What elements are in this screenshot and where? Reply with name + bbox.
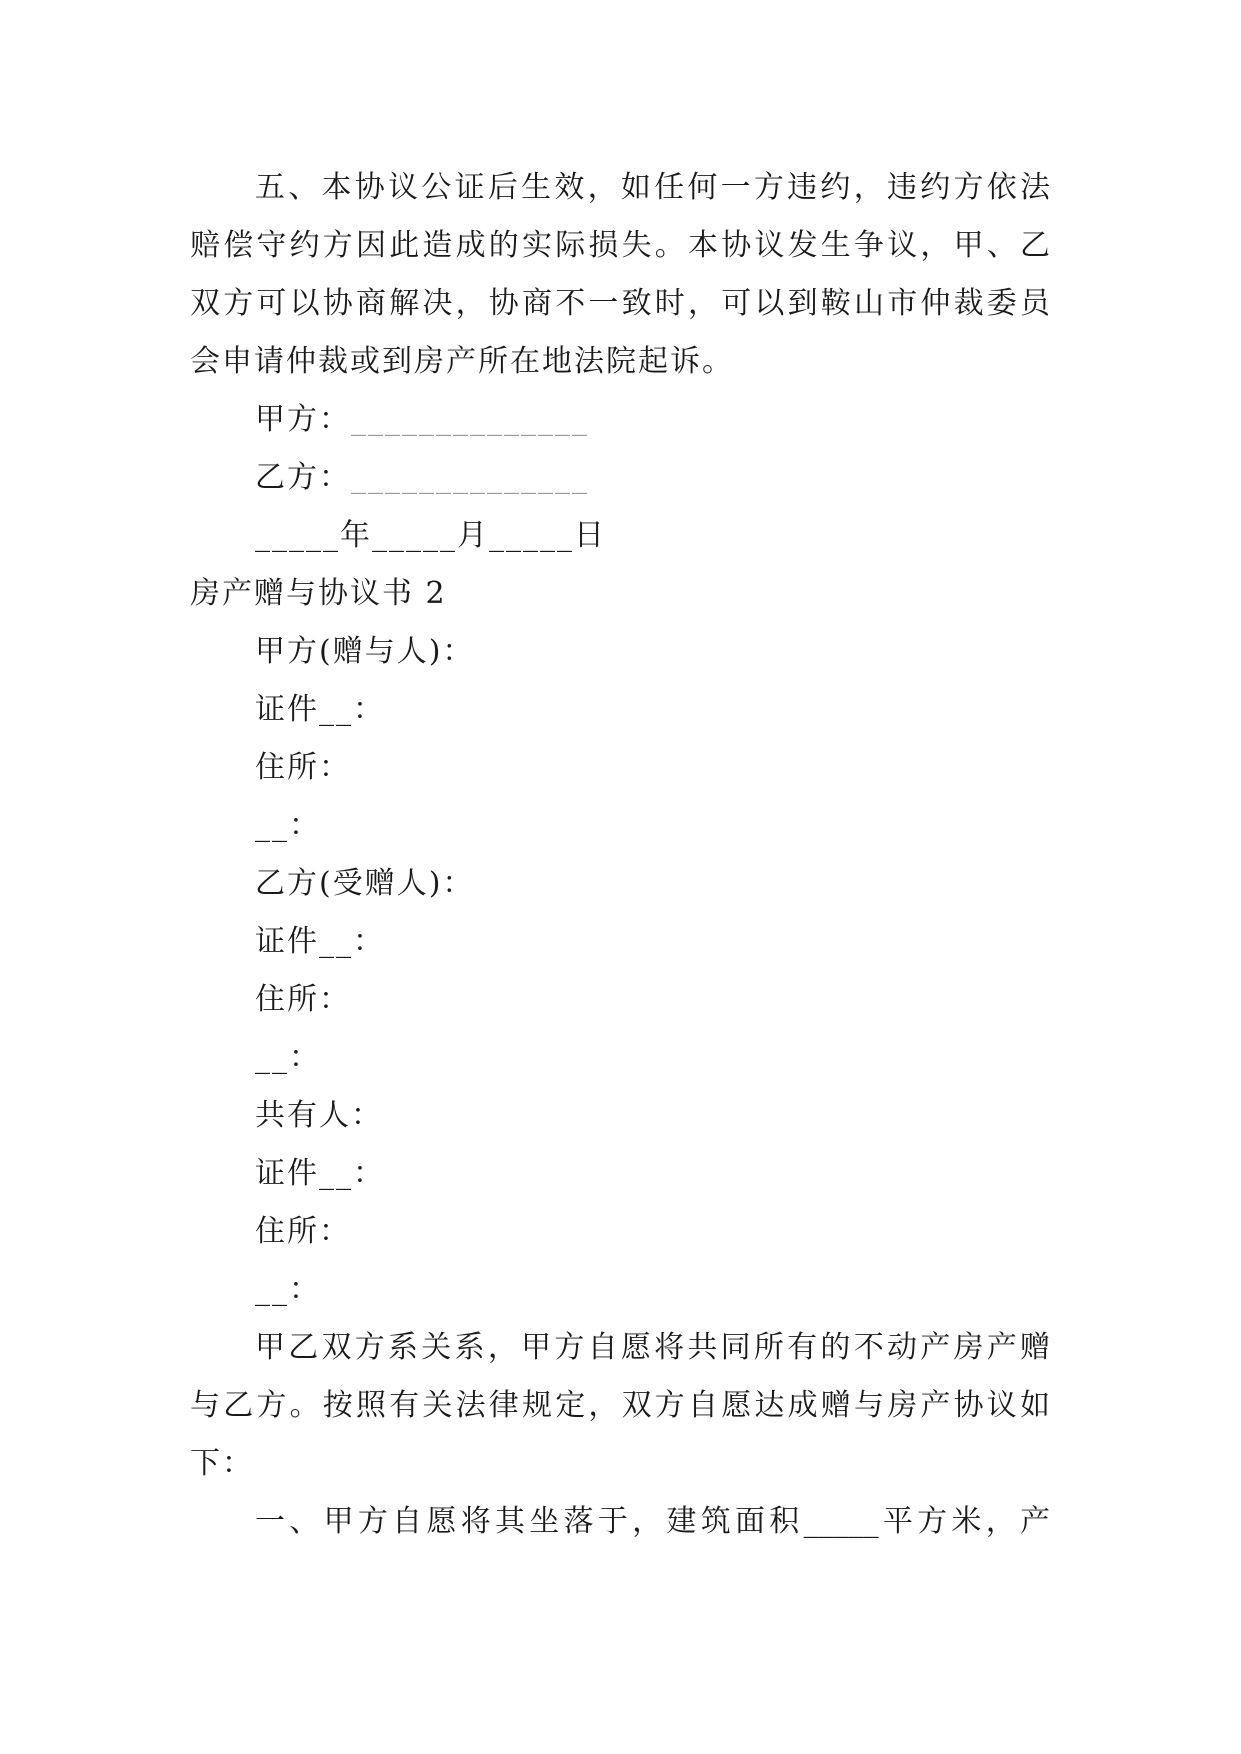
donor-label: 甲方(赠与人)： xyxy=(255,634,475,669)
paragraph-line-2: 与乙方。按照有关法律规定，双方自愿达成赠与房产协议如 xyxy=(190,1388,1050,1423)
paragraph-line-1: 甲乙双方系关系，甲方自愿将共同所有的不动产房产赠 xyxy=(255,1330,1050,1365)
co-owner-id: 证件__： xyxy=(255,1156,385,1191)
donor-address: 住所： xyxy=(255,750,351,785)
paragraph-line-3: 下： xyxy=(190,1446,254,1481)
clause-five-line-4: 会申请仲裁或到房产所在地法院起诉。 xyxy=(190,344,734,379)
section-title: 房产赠与协议书 2 xyxy=(190,576,447,611)
clause-five-line-3: 双方可以协商解决，协商不一致时，可以到鞍山市仲裁委员 xyxy=(190,286,1050,321)
donee-address: 住所： xyxy=(255,982,351,1017)
donee-blank: __： xyxy=(255,1040,321,1075)
clause-five-line-1: 五、本协议公证后生效，如任何一方违约，违约方依法 xyxy=(255,170,1050,205)
party-a-blank: ______________ xyxy=(351,402,589,437)
co-owner-label: 共有人： xyxy=(255,1098,383,1133)
donee-id: 证件__： xyxy=(255,924,385,959)
donor-blank: __： xyxy=(255,808,321,843)
donor-id: 证件__： xyxy=(255,692,385,727)
party-b-blank: ______________ xyxy=(351,460,589,495)
date-line: _____年_____月_____日 xyxy=(255,518,606,553)
party-b-label: 乙方： xyxy=(255,460,351,495)
donee-label: 乙方(受赠人)： xyxy=(255,866,475,901)
co-owner-address: 住所： xyxy=(255,1214,351,1249)
co-owner-blank: __： xyxy=(255,1272,321,1307)
clause-one: 一、甲方自愿将其坐落于，建筑面积_____平方米，产 xyxy=(255,1504,1050,1539)
clause-five-line-2: 赔偿守约方因此造成的实际损失。本协议发生争议，甲、乙 xyxy=(190,228,1050,263)
party-b-signature xyxy=(255,458,1050,498)
party-a-signature xyxy=(255,400,1050,440)
party-a-label: 甲方： xyxy=(255,402,351,437)
